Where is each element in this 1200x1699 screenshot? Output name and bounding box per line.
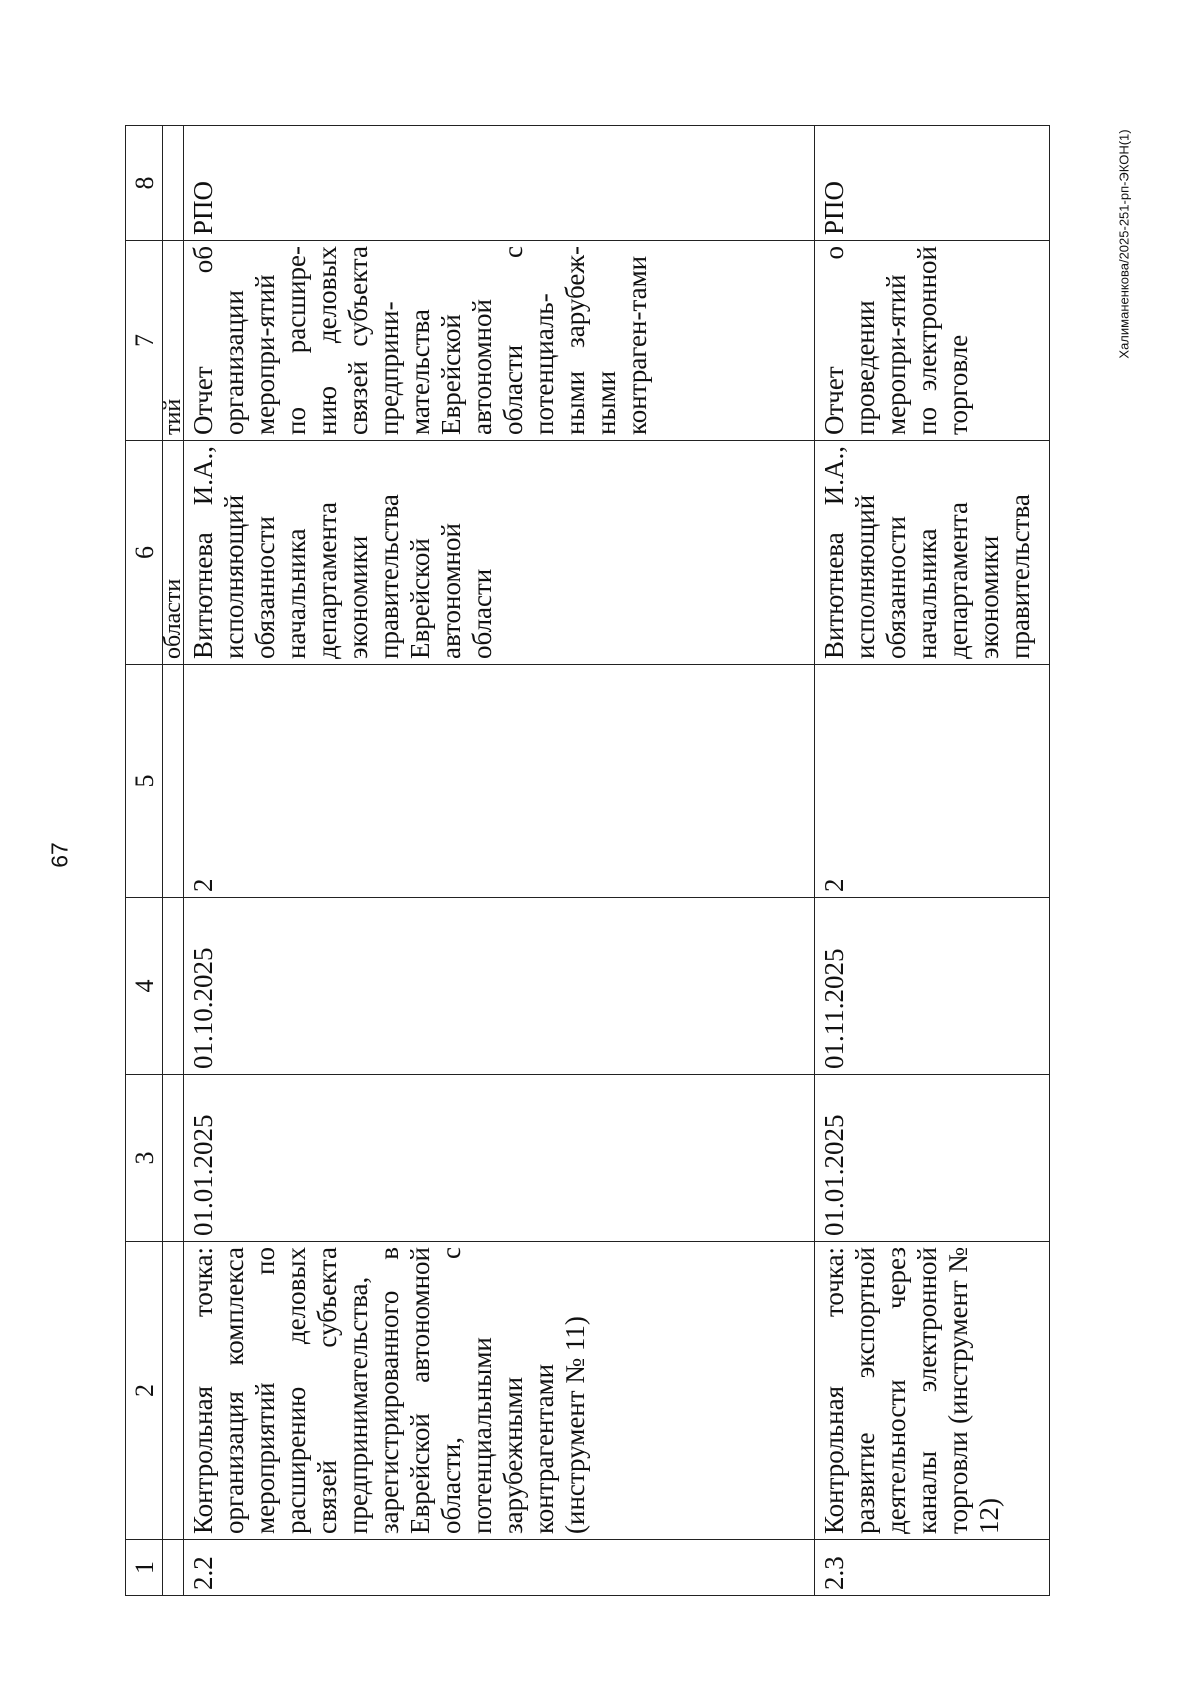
- table-row: [815, 126, 1050, 1596]
- row-start-date: 01.01.2025: [184, 1075, 815, 1242]
- cont-cell-3: [163, 1075, 184, 1242]
- cont-cell-2: [163, 1242, 184, 1540]
- header-col-3: 3: [126, 1075, 163, 1242]
- header-col-8: 8: [126, 126, 163, 241]
- row-end-date: 01.11.2025: [815, 898, 1050, 1075]
- document-code: Халиманенкова/2025-251-рп-ЭКОН(1): [1116, 129, 1132, 359]
- page-number: 67: [46, 842, 73, 868]
- row-start-date: 01.01.2025: [815, 1075, 1050, 1242]
- row-responsible: Витютнева И.А., исполняющий обязанности начальника департамента экономики правительства: [815, 441, 1050, 665]
- row-col5: 2: [184, 665, 815, 898]
- row-col8: РПО: [815, 126, 1050, 241]
- row-number: 2.2: [184, 1540, 815, 1596]
- cont-cell-8: [163, 126, 184, 241]
- header-col-1: 1: [126, 1540, 163, 1596]
- header-row: [126, 126, 163, 1596]
- cont-cell-4: [163, 898, 184, 1075]
- header-col-2: 2: [126, 1242, 163, 1540]
- continuation-row: [163, 126, 184, 1596]
- row-result: Отчет об организации меропри-ятий по расшире-нию деловых связей субъекта предприни-мательства Еврейской автономной области с потенциаль-ными зарубеж-ными контраген-тами: [184, 241, 815, 441]
- row-col5: 2: [815, 665, 1050, 898]
- row-end-date: 01.10.2025: [184, 898, 815, 1075]
- row-result: Отчет о проведении меропри-ятий по электронной торговле: [815, 241, 1050, 441]
- cont-cell-1: [163, 1540, 184, 1596]
- table-row: [184, 126, 815, 1596]
- row-col8: РПО: [184, 126, 815, 241]
- row-responsible: Витютнева И.А., исполняющий обязанности начальника департамента экономики правительства Еврейской автономной области: [184, 441, 815, 665]
- header-col-7: 7: [126, 241, 163, 441]
- schedule-table: [125, 126, 1075, 1596]
- cont-cell-5: [163, 665, 184, 898]
- header-col-4: 4: [126, 898, 163, 1075]
- cont-cell-responsible: области: [163, 441, 184, 665]
- cont-cell-result: тий: [163, 241, 184, 441]
- row-description: Контрольная точка: организация комплекса мероприятий по расширению деловых связей субъекта предпринимательства, зарегистрированного в Еврейской автономной области, с потенциальными зарубежными контрагентами (инструмент № 11): [184, 1242, 815, 1540]
- row-number: 2.3: [815, 1540, 1050, 1596]
- row-description: Контрольная точка: развитие экспортной деятельности через каналы электронной торговли (инструмент № 12): [815, 1242, 1050, 1540]
- header-col-5: 5: [126, 665, 163, 898]
- header-col-6: 6: [126, 441, 163, 665]
